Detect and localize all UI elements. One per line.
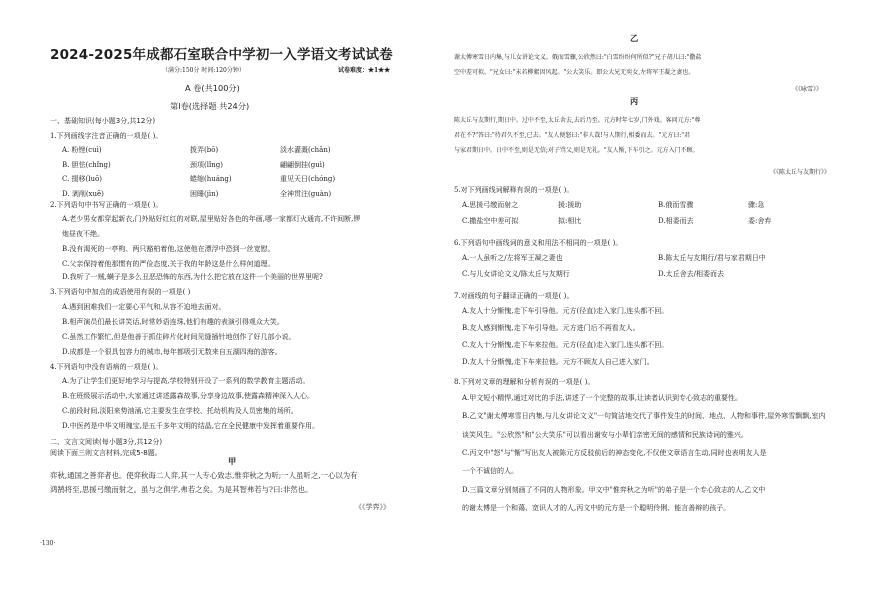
passage-line: 君在不?"答曰:"待君久不至,已去。"友人便怒曰:"非人哉!与人期行,相委而去。"元方曰:"君 xyxy=(454,132,691,139)
question-1: 1.下列画线字注音正确的一项是( )。 xyxy=(50,132,163,140)
option-line: 炮昼夜不绝。 xyxy=(62,230,104,238)
question-7: 7.对画线的句子翻译正确的一项是( )。 xyxy=(454,292,574,300)
option-line: D.我听了一贼,螨子是多么丑恶恐怖的东西,为什么把它放在这件一个美丽的世界里呢? xyxy=(62,273,323,281)
passage-line: 与家君期日中。日中不至,则是无信;对子骂父,则是无礼。"友人惭,下车引之。元方入门不顾。 xyxy=(454,147,699,154)
option-line: B.乙文"谢太傅寒雪日内集,与儿女讲论文义"一句简洁地交代了事件发生的时间、地点、人物和事件,屋外寒雪飘飘,室内 xyxy=(462,412,826,420)
passage-yi-source: 《《咏雪》》 xyxy=(792,86,823,93)
option-cell: 拟:相比 xyxy=(558,217,582,225)
option-line: 谈笑风生。"公欣然"和"公大笑乐"可以看出谢安与小辈们亲密无间的感情和民族诗词的雅兴。 xyxy=(462,431,748,439)
option-line: 的谢太傅是一个和蔼、宽识人才的人,丙文中的元方是一个聪明伶俐、能言善辩的孩子。 xyxy=(462,504,731,512)
passage-jia-label: 甲 xyxy=(228,456,237,466)
exam-title: 2024-2025年成都石室联合中学初一入学语文考试试卷 xyxy=(50,47,393,63)
passage-line: 鸿鹄将至,思援弓缴而射之。虽与之俱学,弗若之矣。为是其智弗若与?曰:非然也。 xyxy=(50,485,313,494)
option-line: C.丙文中"怒"与"惭"写出友人被陈元方反驳前后的神态变化,不仅使文章语言生动,同时也表明友人是 xyxy=(462,449,767,457)
option-cell: B.陈太丘与友期行/君与家君期日中 xyxy=(658,254,766,262)
option-line: C.父亲保持着他那惯有的严俭态度,关于我的年龄这是什么样何道理。 xyxy=(62,260,275,268)
option-cell: B.俄而雪骤 xyxy=(658,201,694,209)
option-line: A.甲文短小精悍,通过对比的手法,讲述了一个完整的故事,让读者认识到专心致志的重要性。 xyxy=(462,394,742,402)
question-2: 2.下列语句中书写正确的一项是( )。 xyxy=(50,201,163,209)
option-line: 一个不诚信的人。 xyxy=(462,467,518,475)
passage-jia-source: 《《学弈》》 xyxy=(355,503,390,511)
option-cell: 颈项(lǐng) xyxy=(190,160,223,169)
option-cell: D. 剥削(xuē) xyxy=(62,189,104,198)
option-cell: 拨弄(bō) xyxy=(190,146,219,154)
option-cell: A. 粉锉(cuì) xyxy=(62,146,102,154)
option-line: C.虽然工作繁忙,但是他善于抓住碎片化时间见缝插针地创作了好几部小说。 xyxy=(62,333,296,341)
option-line: D.友人十分惭愧,走下车来拉他。元方不顾友人自己进入家门。 xyxy=(462,358,654,366)
option-cell: C.撒盐空中差可拟 xyxy=(462,217,519,225)
option-line: B.没有渴死的一亭枸、两只豁柏着他,这使他在漂浮中恐到一丝宽慰。 xyxy=(62,245,275,253)
option-line: B.相声演员们最长讲笑话,时常妙语连珠,他们有趣的表演引得观众大笑。 xyxy=(62,318,284,326)
passage-line: 陈太丘与友期行,期日中。过中不至,太丘舍去,去后乃至。元方时年七岁,门外戏。客问元方:"尊 xyxy=(454,117,701,124)
option-cell: 翩翩倒挂(guì) xyxy=(280,160,325,169)
option-line: B.友人感到惭愧,走下车引导他。元方进门后不再看友人。 xyxy=(462,324,640,332)
option-cell: A.思援弓缴而射之 xyxy=(462,201,519,209)
option-cell: 蜷缩(huáng) xyxy=(190,175,232,183)
option-cell: D.相委而去 xyxy=(658,217,694,225)
passage-line: 空中差可拟。"兄女曰:"未若柳絮因风起。"公大笑乐。即公大兄无奕女,左将军王凝之妻也。 xyxy=(454,69,695,76)
option-cell: 骤:急 xyxy=(748,201,765,209)
question-5: 5.对下列画线词解释有误的一项是( )。 xyxy=(454,186,574,194)
passage-line: 弈秋,通国之善弈者也。使弈秋诲二人弈,其一人专心致志,惟弈秋之为听;一人虽听之,一心以为有 xyxy=(50,471,358,480)
exam-info: （满分:150分 时间:120分钟） xyxy=(162,67,245,74)
option-line: C.友人十分惭愧,走下车来拉他。元方(径直)走入家门,连头都不回。 xyxy=(462,341,669,349)
option-cell: 困睡(jìn) xyxy=(190,189,219,198)
option-line: D.成都是一个很具包容力的城市,每年都吸引无数来自五湖四海的游客。 xyxy=(62,348,282,356)
option-cell: 重见天日(chóng) xyxy=(280,175,336,183)
question-8: 8.下列对文章的理解和分析有误的一项是( )。 xyxy=(454,378,595,386)
section-one-header: 一、基础知识(每小题3分,共12分) xyxy=(50,117,156,125)
option-cell: D.太丘舍去/相委而去 xyxy=(658,270,724,278)
option-cell: 淡水灌溉(chǎn) xyxy=(280,146,331,154)
option-line: A.友人十分惭愧,走下车引导他。元方(径直)走入家门,连头都不回。 xyxy=(462,307,669,315)
option-line: C.前段时间,淡阳来势汹涌,它主要发生在学校、托幼机构及人员密集的场所。 xyxy=(62,407,298,415)
option-line: D.三篇文章分别刻画了不同的人物形象。甲文中"惟弈秋之为听"的弟子是一个专心致志的人,乙文中 xyxy=(462,486,766,494)
option-cell: 全神贯注(guàn) xyxy=(280,189,332,198)
option-line: A.遇到困难我们一定要心平气和,从容不迫地去面对。 xyxy=(62,303,226,311)
question-4: 4.下列语句中没有语病的一项是( )。 xyxy=(50,363,163,371)
question-3: 3.下列语句中加点的成语使用有误的一项是( ) xyxy=(50,288,191,296)
question-6: 6.下列语句中画线词的意义和用法不相同的一项是( )。 xyxy=(454,239,623,247)
option-cell: B. 胆怯(chǐng) xyxy=(62,160,111,169)
section-two-intro: 阅读下面三则文言材料,完成5-8题。 xyxy=(50,449,162,457)
option-cell: C. 掇移(luō) xyxy=(62,175,102,183)
part-one-header: 第Ⅰ卷(选择题 共24分) xyxy=(170,101,250,111)
passage-bing-label: 丙 xyxy=(630,96,639,106)
passage-yi-label: 乙 xyxy=(630,33,639,43)
option-cell: C.与儿女讲论文义/陈太丘与友期行 xyxy=(462,270,570,278)
option-cell: 委:舍弃 xyxy=(748,217,772,225)
difficulty: 试卷难度：★1★★ xyxy=(338,67,391,74)
option-line: A.老少男女都穿起新衣,门外贴好红红的对联,屋里贴好各色的年画,哪一家都灯火通宵,不许间断,锣 xyxy=(62,215,361,223)
passage-bing-source: 《《陈太丘与友期行》》 xyxy=(770,169,831,176)
section-two-header: 二、文言文阅读(每小题3分,共12分) xyxy=(50,438,163,446)
volume-a: A 卷(共100分) xyxy=(185,83,240,93)
page-number: ·130· xyxy=(40,540,56,547)
passage-line: 谢太傅寒雪日内集,与儿女讲论文义。俄而雪骤,公欣然曰:"白雪纷纷何所似?"兄子胡儿曰:"撒盐 xyxy=(454,54,702,61)
option-line: D.中医药是中华文明瑰宝,是五千多年文明的结晶,它在全民健康中发挥着重要作用。 xyxy=(62,422,320,430)
option-cell: A.一人虽听之/左将军王凝之妻也 xyxy=(462,254,563,262)
option-line: B.在班级展示活动中,大家通过讲述露森故事,分享身边故事,使露森精神深入人心。 xyxy=(62,392,315,400)
option-cell: 援:援助 xyxy=(558,201,582,209)
option-line: A.为了让学生们更好地学习与提高,学校特别开设了一系列的数学教育主题活动。 xyxy=(62,377,310,385)
